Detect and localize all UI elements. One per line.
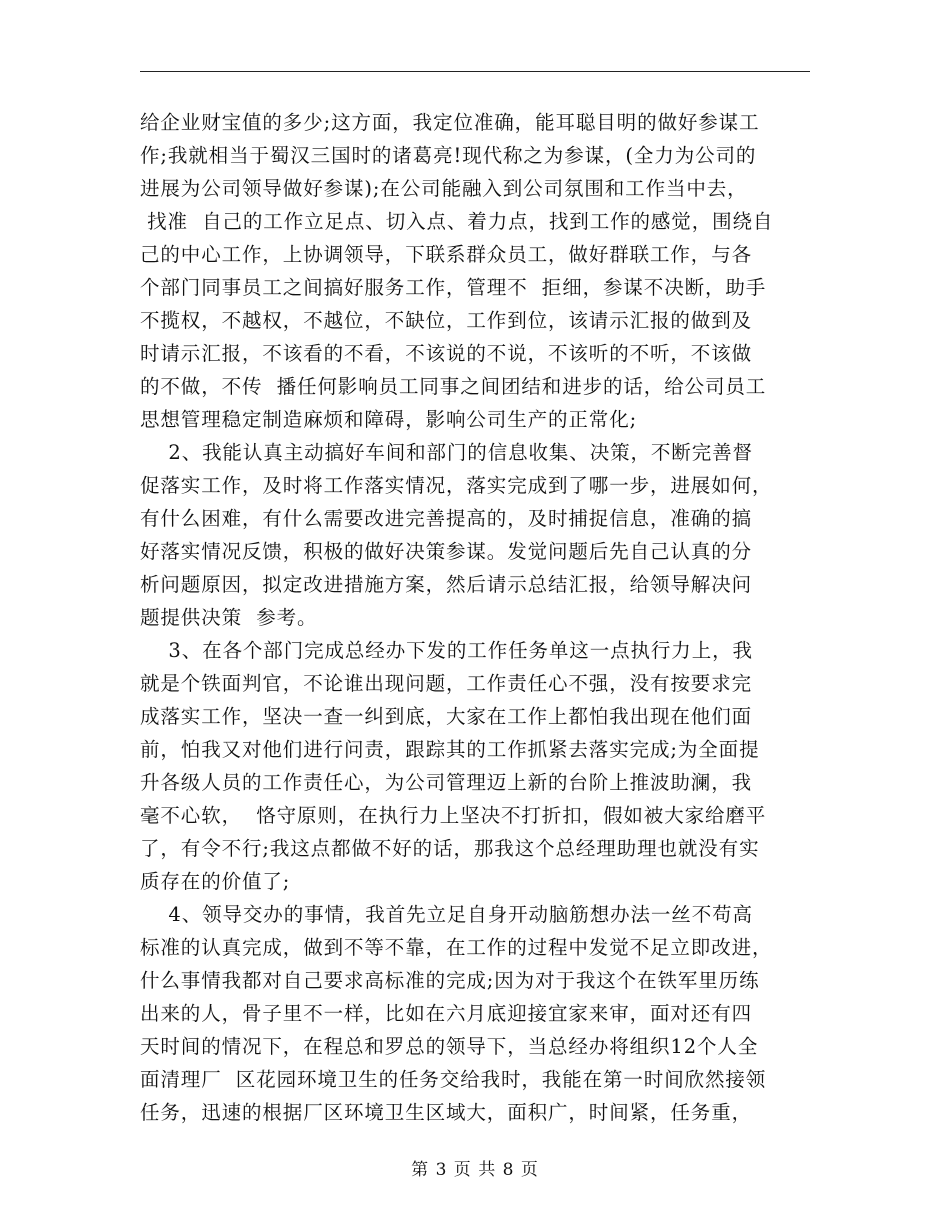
- text-line: 给企业财宝值的多少;这方面，我定位准确，能耳聪目明的做好参谋工: [140, 111, 760, 134]
- text-line: 2、我能认真主动搞好车间和部门的信息收集、决策，不断完善督: [140, 441, 753, 464]
- text-line: 成落实工作，坚决一查一纠到底，大家在工作上都怕我出现在他们面: [140, 705, 753, 728]
- text-line: 面清理厂 区花园环境卫生的任务交给我时，我能在第一时间欣然接领: [140, 1068, 767, 1091]
- text-line: 己的中心工作，上协调领导，下联系群众员工，做好群联工作，与各: [140, 243, 753, 266]
- text-line: 促落实工作，及时将工作落实情况，落实完成到了哪一步，进展如何，: [140, 474, 773, 497]
- text-line: 质存在的价值了;: [140, 870, 291, 893]
- text-line: 思想管理稳定制造麻烦和障碍，影响公司生产的正常化;: [140, 408, 638, 431]
- text-line: 天时间的情况下，在程总和罗总的领导下，当总经办将组织12个人全: [140, 1035, 759, 1058]
- text-line: 任务，迅速的根据厂区环境卫生区域大，面积广，时间紧，任务重，: [140, 1101, 753, 1124]
- text-line: 个部门同事员工之间搞好服务工作，管理不 拒细，参谋不决断，助手: [140, 276, 767, 299]
- text-line: 了，有令不行;我这点都做不好的话，那我这个总经理助理也就没有实: [140, 837, 760, 860]
- header-rule: [140, 71, 810, 72]
- text-line: 进展为公司领导做好参谋);在公司能融入到公司氛围和工作当中去，: [140, 177, 748, 200]
- text-line: 有什么困难，有什么需要改进完善提高的，及时捕捉信息，准确的搞: [140, 507, 753, 530]
- text-line: 题提供决策 参考。: [140, 606, 318, 629]
- text-line: 出来的人，骨子里不一样，比如在六月底迎接宜家来审，面对还有四: [140, 1002, 753, 1025]
- text-line: 作;我就相当于蜀汉三国时的诸葛亮!现代称之为参谋，(全力为公司的: [140, 144, 757, 167]
- text-line: 4、领导交办的事情，我首先立足自身开动脑筋想办法一丝不苟高: [140, 903, 753, 926]
- text-line: 时请示汇报，不该看的不看，不该说的不说，不该听的不听，不该做: [140, 342, 753, 365]
- text-line: 不揽权，不越权，不越位，不缺位，工作到位，该请示汇报的做到及: [140, 309, 753, 332]
- document-body: [140, 106, 812, 1129]
- text-line: 前，怕我又对他们进行问责，跟踪其的工作抓紧去落实完成;为全面提: [140, 738, 760, 761]
- text-line: 好落实情况反馈，积极的做好决策参谋。发觉问题后先自己认真的分: [140, 540, 753, 563]
- text-line: 什么事情我都对自己要求高标准的完成;因为对于我这个在铁军里历练: [140, 969, 760, 992]
- page-footer: 第 3 页 共 8 页: [411, 1160, 539, 1180]
- text-line: 就是个铁面判官，不论谁出现问题，工作责任心不强，没有按要求完: [140, 672, 753, 695]
- text-line: 的不做，不传 播任何影响员工同事之间团结和进步的话，给公司员工: [140, 375, 767, 398]
- text-line: 升各级人员的工作责任心，为公司管理迈上新的台阶上推波助澜，我: [140, 771, 753, 794]
- text-line: 3、在各个部门完成总经办下发的工作任务单这一点执行力上，我: [140, 639, 753, 662]
- text-line: 标准的认真完成，做到不等不靠，在工作的过程中发觉不足立即改进，: [140, 936, 773, 959]
- text-line: 毫不心软， 恪守原则，在执行力上坚决不打折扣，假如被大家给磨平: [140, 804, 767, 827]
- text-line: 析问题原因，拟定改进措施方案，然后请示总结汇报，给领导解决问: [140, 573, 753, 596]
- text-line: 找准 自己的工作立足点、切入点、着力点，找到工作的感觉，围绕自: [140, 210, 774, 233]
